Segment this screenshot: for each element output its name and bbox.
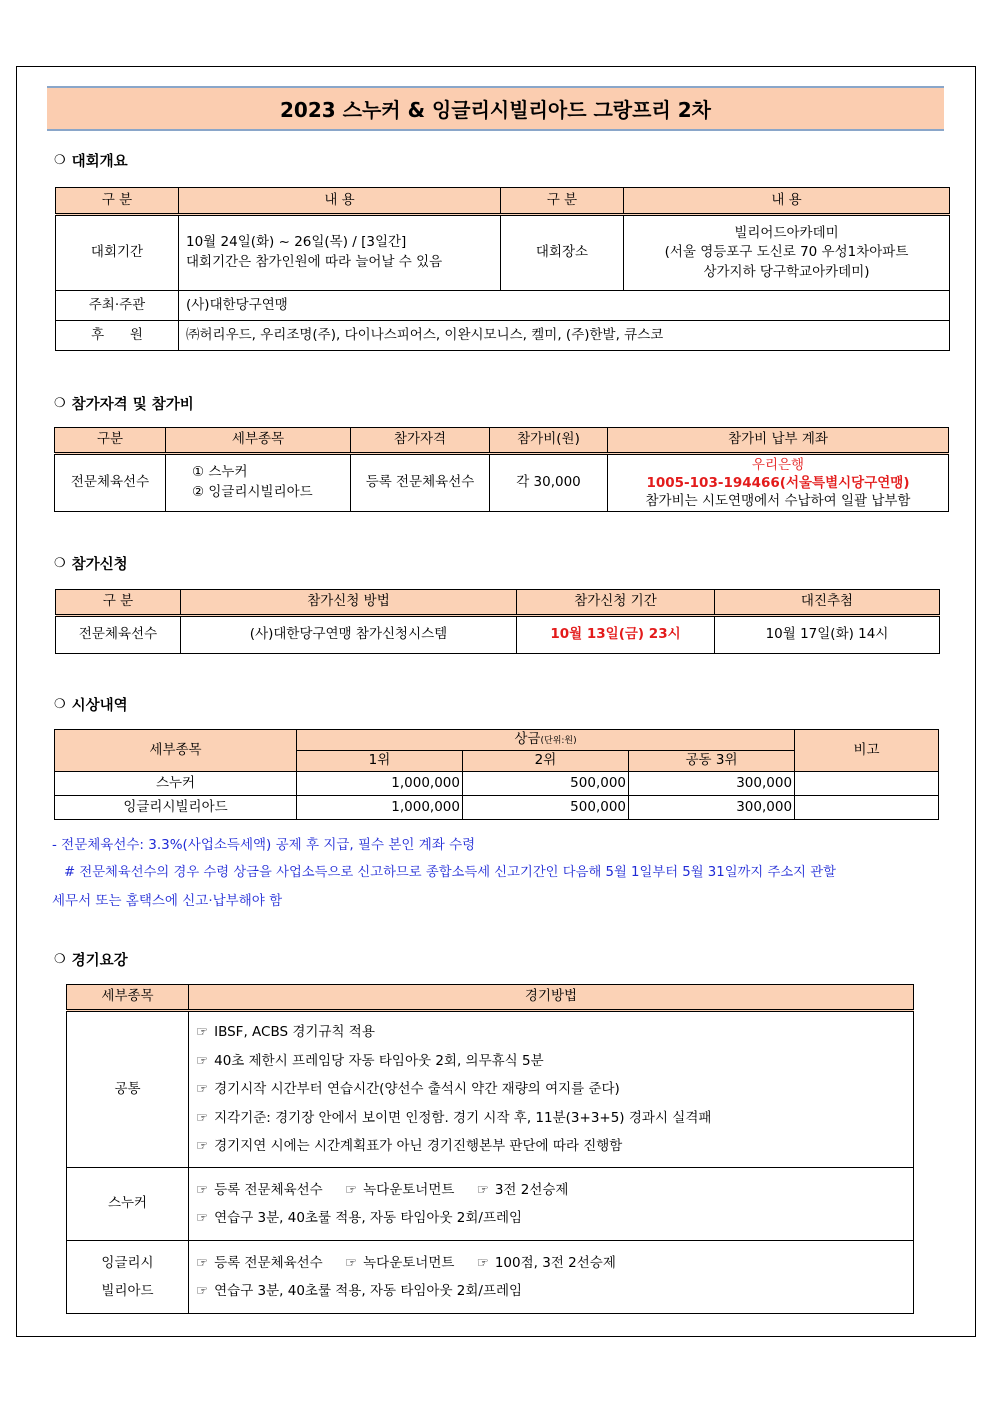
table-row bbox=[55, 772, 939, 796]
period-value bbox=[179, 215, 501, 291]
snooker-label: 스누커 bbox=[67, 1168, 189, 1241]
header-cell: 구분 bbox=[55, 428, 166, 454]
section-qualification-heading bbox=[54, 393, 194, 414]
prize-cell: 500,000 bbox=[463, 796, 629, 820]
section-title: 시상내역 bbox=[71, 698, 128, 714]
application-table bbox=[55, 589, 940, 654]
page-title: 2023 스누커 & 잉글리시빌리아드 그랑프리 2차 bbox=[47, 86, 944, 131]
note-cell bbox=[795, 796, 939, 820]
section-prize-heading bbox=[54, 694, 128, 715]
note-cell bbox=[795, 772, 939, 796]
overview-table bbox=[55, 187, 950, 351]
english-rules bbox=[189, 1241, 914, 1314]
header-cell: 대진추첨 bbox=[715, 590, 940, 616]
pointing-hand-icon: ☞ bbox=[196, 1109, 209, 1126]
section-overview-heading bbox=[54, 150, 128, 171]
venue-line: (서울 영등포구 도신로 70 우성1차아파트 bbox=[664, 244, 909, 261]
rule-item: ☞ 연습구 3분, 40초룰 적용, 자동 타임아웃 2회/프레임 bbox=[196, 1210, 523, 1226]
header-cell: 구 분 bbox=[501, 188, 624, 215]
draw-cell: 10월 17일(화) 14시 bbox=[715, 616, 940, 654]
rule-item: ☞ 연습구 3분, 40초룰 적용, 자동 타임아웃 2회/프레임 bbox=[196, 1283, 523, 1299]
fee-note: 참가비는 시도연맹에서 수납하여 일괄 납부함 bbox=[645, 493, 911, 510]
bullet-icon: ❍ bbox=[54, 556, 66, 571]
pointing-hand-icon: ☞ bbox=[196, 1254, 209, 1271]
period-note: 대회기간은 참가인원에 따라 늘어날 수 있음 bbox=[186, 254, 443, 270]
host-label: 주최·주관 bbox=[56, 291, 179, 321]
rule-item: ☞ 등록 전문체육선수 ☞ 녹다운토너먼트 ☞ 100점, 3전 2선승제 bbox=[196, 1254, 616, 1271]
prize-unit: (단위:원) bbox=[540, 736, 577, 747]
qualification-table bbox=[54, 427, 949, 512]
venue-line: 빌리어드아카데미 bbox=[734, 224, 839, 241]
tax-note-detail: # 전문체육선수의 경우 수령 상금을 사업소득으로 신고하므로 종합소득세 신고기간인 다음해 5월 1일부터 5월 31일까지 주소지 관할 bbox=[64, 865, 836, 880]
section-application-heading bbox=[54, 553, 128, 574]
venue-line: 상가지하 당구학교아카데미) bbox=[703, 263, 870, 280]
pointing-hand-icon: ☞ bbox=[196, 1052, 209, 1069]
category-cell: 전문체육선수 bbox=[55, 454, 166, 512]
deadline-cell: 10월 13일(금) 23시 bbox=[517, 616, 715, 654]
bullet-icon: ❍ bbox=[54, 952, 66, 967]
rule-item: ☞ 경기지연 시에는 시간계획표가 아닌 경기진행본부 판단에 따라 진행함 bbox=[196, 1138, 623, 1155]
pointing-hand-icon: ☞ bbox=[196, 1024, 209, 1041]
header-cell: 구 분 bbox=[56, 590, 181, 616]
pointing-hand-icon: ☞ bbox=[345, 1254, 358, 1271]
pointing-hand-icon: ☞ bbox=[196, 1210, 209, 1226]
header-cell: 참가비(원) bbox=[490, 428, 608, 454]
event-cell: 잉글리시빌리아드 bbox=[55, 796, 297, 820]
header-cell: 세부종목 bbox=[55, 730, 297, 772]
rules-table bbox=[66, 984, 914, 1314]
english-label-line: 잉글리시 bbox=[101, 1254, 154, 1271]
pointing-hand-icon: ☞ bbox=[476, 1181, 489, 1198]
table-row bbox=[55, 796, 939, 820]
rank-header: 1위 bbox=[297, 751, 463, 772]
venue-label: 대회장소 bbox=[501, 215, 624, 291]
rule-item: ☞ 40초 제한시 프레임당 자동 타임아웃 2회, 의무휴식 5분 bbox=[196, 1052, 544, 1069]
prize-cell: 1,000,000 bbox=[297, 796, 463, 820]
bullet-icon: ❍ bbox=[54, 153, 66, 168]
account-number: 1005-103-194466(서울특별시당구연맹) bbox=[646, 474, 910, 491]
section-title: 대회개요 bbox=[71, 154, 128, 170]
header-cell: 내 용 bbox=[624, 188, 950, 215]
pointing-hand-icon: ☞ bbox=[196, 1283, 209, 1299]
section-rules-heading bbox=[54, 949, 128, 970]
prize-header bbox=[297, 730, 795, 751]
header-cell: 세부종목 bbox=[166, 428, 351, 454]
header-cell: 비고 bbox=[795, 730, 939, 772]
prize-cell: 1,000,000 bbox=[297, 772, 463, 796]
eligibility-cell: 등록 전문체육선수 bbox=[351, 454, 490, 512]
rule-item: ☞ IBSF, ACBS 경기규칙 적용 bbox=[196, 1024, 375, 1041]
venue-value bbox=[624, 215, 950, 291]
sponsor-label: 후 원 bbox=[56, 321, 179, 351]
rank-header: 공동 3위 bbox=[629, 751, 795, 772]
bullet-icon: ❍ bbox=[54, 697, 66, 712]
event-item: ② 잉글리시빌리아드 bbox=[192, 484, 313, 500]
sponsor-value: ㈜허리우드, 우리조명(주), 다이나스피어스, 이완시모니스, 켈미, (주)한발, 큐스코 bbox=[179, 321, 950, 351]
pointing-hand-icon: ☞ bbox=[196, 1181, 209, 1198]
pointing-hand-icon: ☞ bbox=[476, 1254, 489, 1271]
tax-note-detail-cont: 세무서 또는 홈택스에 신고·납부해야 함 bbox=[52, 893, 283, 909]
event-cell: 스누커 bbox=[55, 772, 297, 796]
header-cell: 내 용 bbox=[179, 188, 501, 215]
tax-note: - 전문체육선수: 3.3%(사업소득세액) 공제 후 지급, 필수 본인 계좌 수령 bbox=[52, 837, 476, 853]
category-cell: 전문체육선수 bbox=[56, 616, 181, 654]
english-label-line: 빌리아드 bbox=[101, 1283, 154, 1299]
header-cell: 참가신청 방법 bbox=[181, 590, 517, 616]
header-cell: 세부종목 bbox=[67, 985, 189, 1011]
common-rules bbox=[189, 1011, 914, 1168]
header-cell: 구 분 bbox=[56, 188, 179, 215]
rule-item: ☞ 경기시작 시간부터 연습시간(양선수 출석시 약간 재량의 여지를 준다) bbox=[196, 1081, 620, 1098]
header-cell: 참가신청 기간 bbox=[517, 590, 715, 616]
account-cell bbox=[608, 454, 949, 512]
host-value: (사)대한당구연맹 bbox=[179, 291, 950, 321]
pointing-hand-icon: ☞ bbox=[345, 1181, 358, 1198]
rule-item: ☞ 등록 전문체육선수 ☞ 녹다운토너먼트 ☞ 3전 2선승제 bbox=[196, 1181, 569, 1198]
rule-item: ☞ 지각기준: 경기장 안에서 보이면 인정함. 경기 시작 후, 11분(3+3+5) 경과시 실격패 bbox=[196, 1109, 712, 1126]
section-title: 참가신청 bbox=[71, 557, 128, 573]
header-cell: 참가비 납부 계좌 bbox=[608, 428, 949, 454]
pointing-hand-icon: ☞ bbox=[196, 1138, 209, 1155]
pointing-hand-icon: ☞ bbox=[196, 1081, 209, 1098]
header-cell: 참가자격 bbox=[351, 428, 490, 454]
section-title: 참가자격 및 참가비 bbox=[71, 397, 194, 413]
prize-label: 상금 bbox=[514, 731, 541, 748]
fee-cell: 각 30,000 bbox=[490, 454, 608, 512]
prize-cell: 300,000 bbox=[629, 796, 795, 820]
english-label bbox=[67, 1241, 189, 1314]
method-cell: (사)대한당구연맹 참가신청시스템 bbox=[181, 616, 517, 654]
snooker-rules bbox=[189, 1168, 914, 1241]
header-cell: 경기방법 bbox=[189, 985, 914, 1011]
period-line: 10월 24일(화) ~ 26일(목) / [3일간] bbox=[186, 234, 407, 251]
bank-name: 우리은행 bbox=[751, 456, 805, 473]
rank-header: 2위 bbox=[463, 751, 629, 772]
prize-table bbox=[54, 729, 939, 820]
prize-cell: 500,000 bbox=[463, 772, 629, 796]
period-label: 대회기간 bbox=[56, 215, 179, 291]
event-cell bbox=[166, 454, 351, 512]
common-label: 공통 bbox=[67, 1011, 189, 1168]
section-title: 경기요강 bbox=[71, 953, 128, 969]
prize-cell: 300,000 bbox=[629, 772, 795, 796]
event-item: ① 스누커 bbox=[192, 464, 248, 481]
bullet-icon: ❍ bbox=[54, 396, 66, 411]
